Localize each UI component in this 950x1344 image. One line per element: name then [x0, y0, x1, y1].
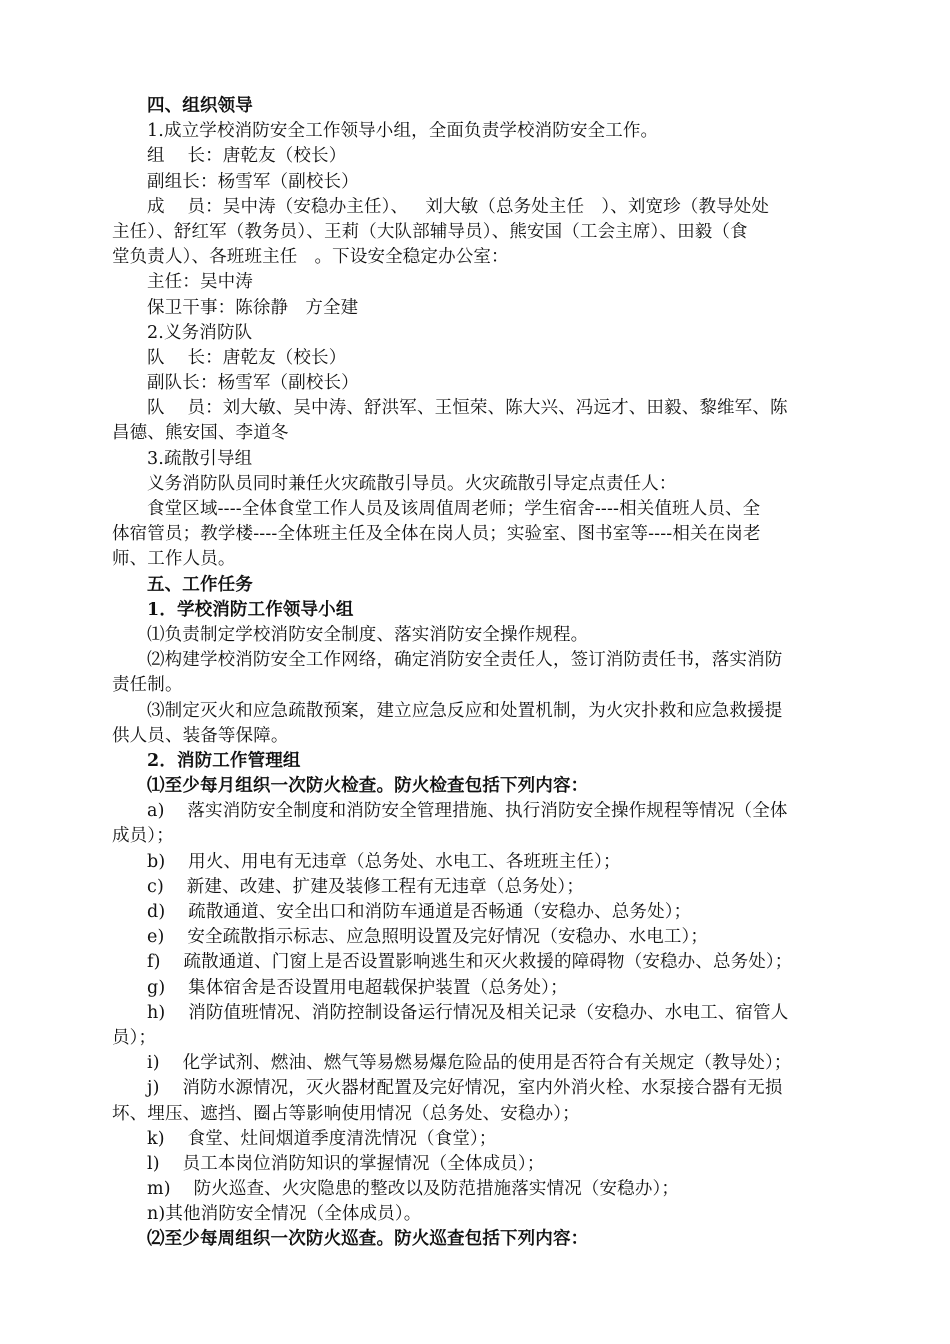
text-line: 主任：吴中涛 [147, 272, 253, 293]
text-line: d) 疏散通道、安全出口和消防车通道是否畅通（安稳办、总务处）； [147, 902, 692, 922]
section-heading: 四、组织领导 [147, 96, 253, 116]
section-heading: 五、工作任务 [147, 574, 253, 595]
text-line: 副队长：杨雪军（副校长） [147, 373, 359, 394]
text-line: 供人员、装备等保障。 [112, 725, 289, 746]
text-line: n)其他消防安全情况（全体成员）。 [147, 1204, 422, 1225]
text-line: 2.义务消防队 [147, 322, 253, 343]
text-line: 3.疏散引导组 [147, 448, 253, 469]
text-line: 堂负责人）、各班班主任 。下设安全稳定办公室： [112, 247, 509, 268]
section-heading: ⑵至少每周组织一次防火巡查。防火巡查包括下列内容： [147, 1229, 589, 1250]
text-line: 员）； [112, 1027, 157, 1048]
text-line: 昌德、熊安国、李道冬 [112, 423, 289, 444]
text-line: ⑶制定灭火和应急疏散预案，建立应急反应和处置机制，为火灾扑救和应急救援提 [147, 700, 783, 721]
text-line: b) 用火、用电有无违章（总务处、水电工、各班班主任）； [147, 851, 621, 872]
text-line: l) 员工本岗位消防知识的掌握情况（全体成员）； [147, 1153, 545, 1174]
text-line: 队 员：刘大敏、吴中涛、舒洪军、王恒荣、陈大兴、冯远才、田毅、黎维军、陈 [147, 398, 788, 419]
text-line: m) 防火巡查、火灾隐患的整改以及防范措施落实情况（安稳办）； [147, 1179, 680, 1200]
text-line: 队 长：唐乾友（校长） [147, 347, 347, 368]
text-line: k) 食堂、灶间烟道季度清洗情况（食堂）； [147, 1128, 497, 1149]
text-line: 主任）、舒红军（教务员）、王莉（大队部辅导员）、熊安国（工会主席）、田毅（食 [112, 221, 748, 242]
text-line: ⑴负责制定学校消防安全制度、落实消防安全操作规程。 [147, 624, 589, 645]
text-line: 成 员：吴中涛（安稳办主任）、 刘大敏（总务处主任 ）、刘宽珍（教导处处 [147, 196, 770, 217]
text-line: e) 安全疏散指示标志、应急照明设置及完好情况（安稳办、水电工）； [147, 927, 709, 948]
section-heading: ⑴至少每月组织一次防火检查。防火检查包括下列内容： [147, 776, 589, 797]
text-line: 食堂区域----全体食堂工作人员及该周值周老师；学生宿舍----相关值班人员、全 [147, 499, 761, 519]
text-line: 保卫干事：陈徐静 方全建 [147, 297, 359, 318]
text-line: 师、工作人员。 [112, 549, 236, 570]
text-line: f) 疏散通道、门窗上是否设置影响逃生和灭火救援的障碍物（安稳办、总务处）； [147, 952, 793, 973]
section-heading: 1．学校消防工作领导小组 [147, 599, 354, 620]
text-line: 副组长：杨雪军（副校长） [147, 171, 359, 192]
text-line: 成员）； [112, 826, 174, 847]
text-line: i) 化学试剂、燃油、燃气等易燃易爆危险品的使用是否符合有关规定（教导处）； [147, 1053, 792, 1074]
text-line: 体宿管员；教学楼----全体班主任及全体在岗人员；实验室、图书室等----相关在岗老 [112, 524, 761, 545]
text-line: 坏、埋压、遮挡、圈占等影响使用情况（总务处、安稳办）； [112, 1103, 580, 1124]
section-heading: 2．消防工作管理组 [147, 750, 301, 771]
text-line: 义务消防队员同时兼任火灾疏散引导员。火灾疏散引导定点责任人： [147, 473, 677, 494]
text-line: c) 新建、改建、扩建及装修工程有无违章（总务处）； [147, 876, 584, 897]
text-line: 1.成立学校消防安全工作领导小组，全面负责学校消防安全工作。 [147, 121, 659, 142]
document-body [112, 94, 860, 1253]
text-line: j) 消防水源情况，灭火器材配置及完好情况，室内外消火栓、水泵接合器有无损 [147, 1078, 783, 1099]
text-line: a) 落实消防安全制度和消防安全管理措施、执行消防安全操作规程等情况（全体 [147, 801, 788, 822]
text-line: 组 长：唐乾友（校长） [147, 146, 347, 167]
text-line: g) 集体宿舍是否设置用电超载保护装置（总务处）； [147, 977, 568, 998]
text-line: ⑵构建学校消防安全工作网络，确定消防安全责任人，签订消防责任书，落实消防 [147, 650, 783, 671]
text-line: 责任制。 [112, 675, 183, 696]
text-line: h) 消防值班情况、消防控制设备运行情况及相关记录（安稳办、水电工、宿管人 [147, 1002, 789, 1023]
